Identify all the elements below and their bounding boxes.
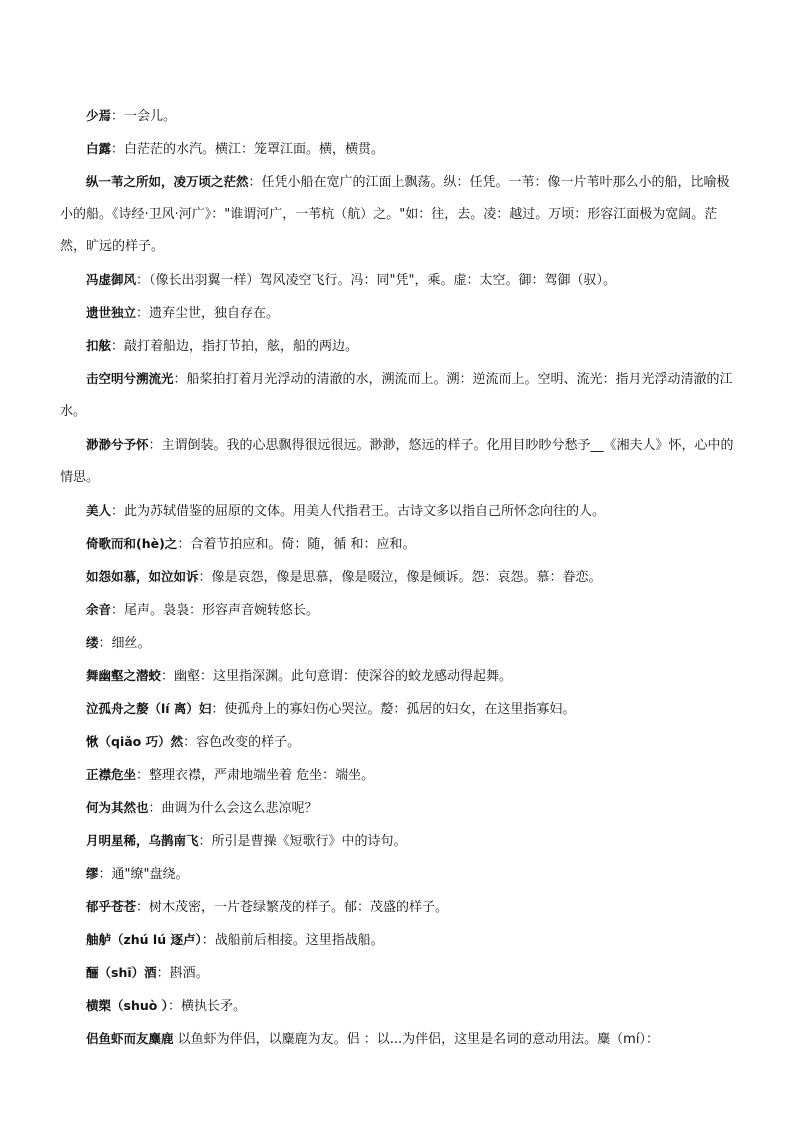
entry-term: 何为其然也	[86, 800, 149, 815]
entry-11	[60, 594, 740, 626]
entry-4	[60, 297, 740, 329]
entry-text: ：所引是曹操《短歌行》中的诗句。	[198, 834, 407, 849]
entry-term: 扣舷	[86, 338, 112, 353]
entry-9	[60, 528, 740, 560]
entry-term: 横槊（shuò ）	[86, 998, 168, 1013]
entry-18	[60, 825, 740, 857]
entry-term: 侣鱼虾而友麋鹿	[86, 1031, 174, 1046]
entry-text: ：树木茂密，一片苍绿繁茂的样子。郁：茂盛的样子。	[136, 900, 449, 915]
entry-text: ：幽壑：这里指深渊。此句意谓：使深谷的蛟龙感动得起舞。	[161, 669, 513, 684]
entry-term: 余音	[86, 602, 112, 617]
entry-1	[60, 133, 740, 165]
entry-text: ：任凭小船在宽广的江面上飘荡。纵：任凭。一苇：像一片苇叶那么小的船，比喻极小的船。《诗经·卫风·河广》："谁谓河广，一苇杭（航）之。"如：往，去。凌：越过。万顷：形容江面极为宽阔。茫然，旷远的样子。	[60, 175, 730, 254]
entry-text: ：主谓倒装。我的心思飘得很远很远。渺渺，悠远的样子。化用目眇眇兮愁予__《湘夫人》怀，心中的情思。	[60, 438, 734, 485]
entry-term: 舳舻（zhú lú 逐卢）	[86, 932, 202, 947]
entry-21	[60, 924, 740, 956]
entry-term: 渺渺兮予怀	[86, 437, 149, 452]
entry-5	[60, 330, 740, 362]
entry-term: 缪	[86, 866, 99, 881]
entry-22	[60, 957, 740, 989]
annotation-list	[60, 100, 740, 1056]
entry-text: ：容色改变的样子。	[183, 735, 301, 750]
entry-term: 纵一苇之所如，凌万顷之茫然	[86, 174, 249, 189]
entry-term: 如怨如慕，如泣如诉	[86, 569, 199, 584]
entry-text: ：白茫茫的水汽。横江：笼罩江面。横，横贯。	[111, 142, 385, 157]
entry-term: 缕	[86, 635, 99, 650]
entry-12	[60, 627, 740, 659]
entry-text: 以鱼虾为伴侣，以麋鹿为友。侣 ：以...为伴侣，这里是名词的意动用法。麋（mí）：	[173, 1032, 659, 1047]
entry-20	[60, 891, 740, 923]
entry-2	[60, 166, 740, 263]
entry-term: 泣孤舟之嫠（lí 离）妇	[86, 701, 212, 716]
entry-text: ：斟酒。	[156, 966, 209, 981]
entry-14	[60, 693, 740, 725]
entry-text: ：通"缭"盘绕。	[98, 867, 189, 882]
entry-text: ：横执长矛。	[167, 999, 246, 1014]
entry-term: 倚歌而和(hè)之	[86, 536, 178, 551]
entry-0	[60, 100, 740, 132]
entry-16	[60, 759, 740, 791]
entry-text: ：细丝。	[98, 636, 151, 651]
entry-6	[60, 363, 740, 428]
entry-text: ：船桨拍打着月光浮动的清澈的水，溯流而上。溯：逆流而上。空明、流光：指月光浮动清澈的江水。	[60, 372, 733, 419]
entry-term: 白露	[86, 141, 112, 156]
entry-10	[60, 561, 740, 593]
entry-text: ：整理衣襟，严肃地端坐着 危坐：端坐。	[136, 768, 375, 783]
entry-term: 击空明兮溯流光	[86, 371, 174, 386]
entry-term: 舞幽壑之潜蛟	[86, 668, 162, 683]
entry-term: 月明星稀，乌鹊南飞	[86, 833, 199, 848]
entry-term: 郁乎苍苍	[86, 899, 137, 914]
entry-term: 正襟危坐	[86, 767, 137, 782]
entry-text: ：像是哀怨，像是思慕，像是啜泣，像是倾诉。怨：哀怨。慕：眷恋。	[198, 570, 602, 585]
entry-text: ：一会儿。	[111, 109, 177, 124]
entry-term: 遗世独立	[86, 305, 137, 320]
entry-text: ：此为苏轼借鉴的屈原的文体。用美人代指君王。古诗文多以指自己所怀念向往的人。	[111, 504, 606, 519]
entry-term: 酾（shī）酒	[86, 965, 157, 980]
entry-17	[60, 792, 740, 824]
entry-text: ：遗弃尘世，独自存在。	[136, 306, 280, 321]
entry-13	[60, 660, 740, 692]
entry-text: ：尾声。袅袅：形容声音婉转悠长。	[111, 603, 320, 618]
entry-15	[60, 726, 740, 758]
entry-term: 美人	[86, 503, 112, 518]
entry-3	[60, 264, 740, 296]
entry-7	[60, 429, 740, 494]
entry-8	[60, 495, 740, 527]
entry-text: ：（像长出羽翼一样）驾风凌空飞行。冯：同"凭"，乘。虚：太空。御：驾御（驭）。	[136, 273, 616, 288]
entry-19	[60, 858, 740, 890]
entry-text: ：曲调为什么会这么悲凉呢？	[148, 801, 318, 816]
entry-text: ：合着节拍应和。倚：随，循 和：应和。	[177, 537, 416, 552]
entry-text: ：使孤舟上的寡妇伤心哭泣。嫠：孤居的妇女，在这里指寡妇。	[211, 702, 576, 717]
entry-term: 愀（qiǎo 巧）然	[86, 734, 184, 749]
entry-term: 冯虚御风	[86, 272, 137, 287]
entry-24	[60, 1023, 740, 1055]
entry-text: ：战船前后相接。这里指战船。	[201, 933, 384, 948]
entry-term: 少焉	[86, 108, 112, 123]
entry-text: ：敲打着船边，指打节拍，舷，船的两边。	[111, 339, 359, 354]
entry-23	[60, 990, 740, 1022]
